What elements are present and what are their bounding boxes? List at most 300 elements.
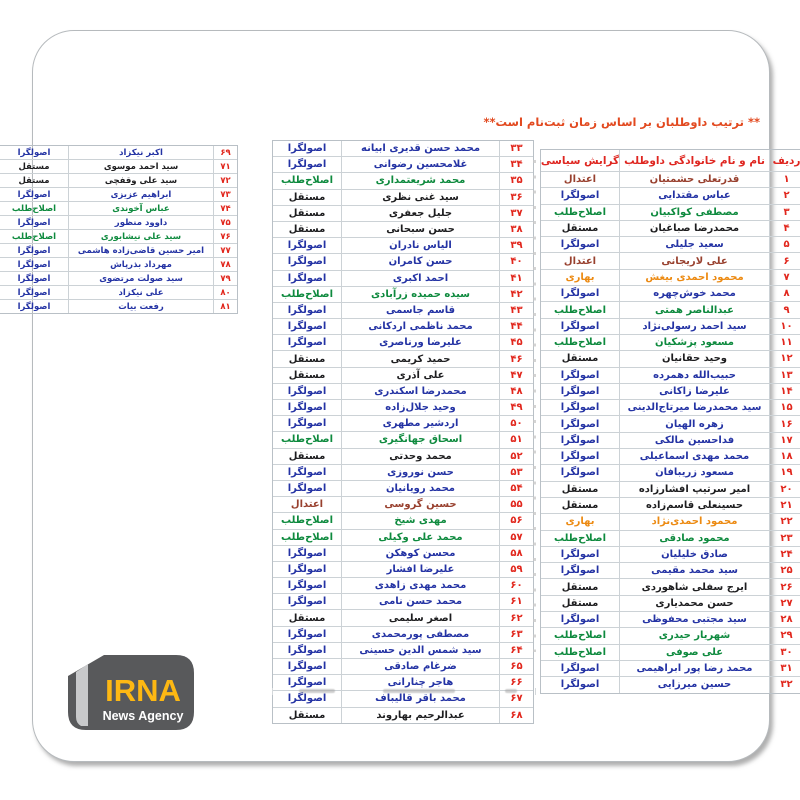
orientation-cell: اصولگرا [560,434,600,446]
candidate-name-cell: سید شمس الدین حسینی [341,643,499,658]
orientation-cell: مستقل [288,612,326,624]
row-number-cell: ۲۲ [769,514,800,529]
candidate-name-cell: ایرج سفلی شاهوردی [619,579,769,594]
candidate-row [541,612,800,628]
candidate-name-cell: سید صولت مرتضوی [68,272,213,285]
row-number-cell: ۱۵ [769,400,800,415]
candidate-row [0,300,237,313]
row-number-cell: ۴۱ [499,271,533,286]
candidate-name-cell: شهریار حیدری [619,628,769,643]
candidate-row [541,531,800,547]
candidate-row [273,271,533,287]
row-number-cell: ۱۷ [769,433,800,448]
row-number-cell: ۴۷ [499,368,533,383]
candidate-row [0,244,237,258]
row-number-cell: ۶ [769,253,800,268]
candidate-name-cell: حسین گروسی [341,497,499,512]
candidate-name-cell: قاسم جاسمی [341,303,499,318]
row-number-cell: ۸۱ [213,300,237,313]
candidate-name-cell: محمد حسن قدیری ابیانه [341,141,499,156]
orientation-cell: اصلاح‌طلب [281,434,333,446]
row-number-cell: ۴۰ [499,254,533,269]
orientation-cell: اصولگرا [287,628,327,640]
irna-logo [66,654,196,732]
candidate-row [273,594,533,610]
candidate-name-cell: علی لاریجانی [619,253,769,268]
orientation-cell: اصولگرا [560,467,600,479]
row-number-cell: ۱۲ [769,351,800,366]
candidate-name-cell: اصغر سلیمی [341,610,499,625]
orientation-cell: اصولگرا [287,693,327,705]
orientation-cell: اصولگرا [560,614,600,626]
row-number-cell: ۳۲ [769,677,800,692]
candidate-name-cell: محمد مهدی اسماعیلی [619,449,769,464]
candidate-name-cell: محمدرضا صباغیان [619,221,769,236]
candidate-row [541,205,800,221]
candidate-row [541,433,800,449]
candidate-name-cell: اکبر نیکزاد [68,146,213,159]
candidate-name-cell: حبیب‌الله دهمرده [619,368,769,383]
row-number-cell: ۷۵ [213,216,237,229]
candidates-table-69-81 [0,145,238,314]
candidate-name-cell: الیاس نادران [341,238,499,253]
row-number-cell: ۲ [769,188,800,203]
candidate-name-cell: قدرتعلی حشمتیان [619,172,769,187]
row-number-cell: ۲۴ [769,547,800,562]
candidate-row [273,708,533,723]
row-number-cell: ۲۱ [769,498,800,513]
candidate-row [0,286,237,300]
candidate-name-cell: محمود صادقی [619,531,769,546]
orientation-cell: اصولگرا [560,679,600,691]
candidate-name-cell: اسحاق جهانگیری [341,432,499,447]
orientation-cell: اصولگرا [560,386,600,397]
orientation-cell: اصولگرا [287,385,327,397]
orientation-cell: اصلاح‌طلب [281,515,333,527]
candidate-name-cell: سید علی نیشابوری [68,230,213,243]
orientation-cell: اصولگرا [287,402,327,414]
orientation-cell: اصولگرا [287,272,327,284]
orientation-cell: اصلاح‌طلب [281,531,333,543]
candidate-name-cell: حسن نوروزی [341,465,499,480]
candidate-row [541,172,800,188]
orientation-cell: اصولگرا [560,320,600,332]
row-number-cell: ۵۰ [499,416,533,431]
orientation-cell: اصلاح‌طلب [11,231,57,242]
candidate-name-cell: حسین میرزایی [619,677,769,692]
candidate-row [0,230,237,244]
row-number-cell: ۷۱ [213,160,237,173]
row-number-cell: ۱۳ [769,368,800,383]
candidate-name-cell: حسن کامران [341,254,499,269]
row-number-cell: ۳۹ [499,238,533,253]
orientation-cell: اصولگرا [560,451,600,463]
candidate-row [0,188,237,202]
row-number-cell: ۶۲ [499,610,533,625]
orientation-cell: اصولگرا [560,548,600,560]
candidate-name-cell: سید غنی نظری [341,190,499,205]
row-number-cell: ۶۰ [499,578,533,593]
row-number-cell: ۶۹ [213,146,237,159]
orientation-cell: بهاری [565,271,595,283]
candidate-row [0,272,237,286]
candidate-row [0,160,237,174]
orientation-cell: مستقل [288,709,326,721]
candidate-name-cell: سعید جلیلی [619,237,769,252]
candidate-row [273,416,533,432]
candidate-name-cell: ضرغام صادقی [341,659,499,674]
candidate-name-cell: محمود احمدی‌نژاد [619,514,769,529]
candidate-name-cell: محمد رضا پور ابراهیمی [619,661,769,676]
orientation-cell: مستقل [288,450,326,462]
candidate-name-cell: محمد خوش‌چهره [619,286,769,301]
candidate-name-cell: جلیل جعفری [341,206,499,221]
orientation-cell: اصولگرا [287,483,327,495]
candidate-name-cell: محمد شریعتمداری [341,173,499,188]
irna-logo-subtitle: News Agency [102,709,184,723]
candidate-name-cell: صادق خلیلیان [619,547,769,562]
candidates-table-1-32 [540,149,800,694]
row-number-cell: ۴۵ [499,335,533,350]
row-number-cell: ۱۶ [769,416,800,431]
orientation-cell: اصولگرا [560,369,600,381]
candidate-name-cell: مصطفی پورمحمدی [341,627,499,642]
candidate-row [541,514,800,530]
row-number-cell: ۱۹ [769,465,800,480]
row-number-cell: ۹ [769,302,800,317]
row-number-cell: ۸۰ [213,286,237,299]
row-number-cell: ۳۷ [499,206,533,221]
candidate-row [541,221,800,237]
candidate-row [541,628,800,644]
orientation-cell: اصلاح‌طلب [554,337,606,349]
candidate-name-cell: هاجر چنارانی [341,675,499,690]
row-number-cell: ۲۰ [769,482,800,497]
candidate-row [541,416,800,432]
row-number-cell: ۵ [769,237,800,252]
row-number-cell: ۵۱ [499,432,533,447]
row-number-cell: ۶۱ [499,594,533,609]
orientation-cell: اعتدال [563,174,597,186]
candidate-name-cell: وحید حقانیان [619,351,769,366]
candidate-row [273,254,533,270]
row-number-cell: ۳۳ [499,141,533,156]
row-number-cell: ۷۳ [213,188,237,201]
candidate-row [273,384,533,400]
candidate-name-cell: محمد باقر قالیباف [341,691,499,706]
orientation-cell: مستقل [561,581,599,593]
candidate-row [273,141,533,157]
row-number-cell: ۶۸ [499,708,533,723]
candidate-name-cell: مهرداد بذرپاش [68,258,213,271]
candidate-name-cell: علی آذری [341,368,499,383]
orientation-cell: اصولگرا [560,190,600,202]
candidate-name-cell: مسعود پزشکیان [619,335,769,350]
orientation-cell: اصولگرا [560,663,600,675]
candidate-row [541,188,800,204]
orientation-cell: اصلاح‌طلب [554,646,606,658]
candidate-row [273,481,533,497]
candidate-row [273,449,533,465]
row-number-cell: ۸ [769,286,800,301]
orientation-cell: اصلاح‌طلب [554,630,606,642]
orientation-cell: اصولگرا [560,402,600,414]
candidate-row [0,174,237,188]
row-number-cell: ۳۱ [769,661,800,676]
candidate-row [273,432,533,448]
candidate-name-cell: فداحسین مالکی [619,433,769,448]
orientation-cell: اصلاح‌طلب [281,175,333,187]
candidate-name-cell: سید مجتبی محفوظی [619,612,769,627]
row-number-cell: ۳ [769,205,800,220]
row-number-cell: ۲۷ [769,596,800,611]
row-number-cell: ۳۴ [499,157,533,172]
cropped-row-artifact [272,688,536,695]
candidate-name-cell: محسن کوهکن [341,546,499,561]
orientation-cell: اصولگرا [287,418,327,430]
row-number-cell: ۲۵ [769,563,800,578]
row-number-cell: ۷۶ [213,230,237,243]
orientation-cell: اصولگرا [287,159,327,171]
row-number-cell: ۲۹ [769,628,800,643]
row-number-cell: ۴۶ [499,351,533,366]
orientation-cell: اصلاح‌طلب [554,304,606,316]
candidate-name-cell: ابراهیم عزیزی [68,188,213,201]
orientation-cell: اصولگرا [287,240,327,252]
candidate-row [541,319,800,335]
orientation-cell: اصولگرا [287,563,327,575]
candidate-name-cell: محمد علی وکیلی [341,530,499,545]
candidate-name-cell: امیر سرتیپ افشارزاده [619,482,769,497]
candidate-row [541,661,800,677]
candidate-row [541,482,800,498]
candidate-row [541,449,800,465]
candidate-row [273,157,533,173]
candidate-row [541,351,800,367]
row-number-cell: ۷۴ [213,202,237,215]
row-number-cell: ۳۶ [499,190,533,205]
candidate-row [273,303,533,319]
candidate-name-cell: حسن سبحانی [341,222,499,237]
orientation-cell: اصلاح‌طلب [554,206,606,218]
row-number-cell: ۶۳ [499,627,533,642]
candidate-name-cell: محمد رویانیان [341,481,499,496]
candidate-name-cell: علی صوفی [619,645,769,660]
candidate-row [273,368,533,384]
orientation-cell: اصولگرا [287,256,327,268]
orientation-cell: اصولگرا [287,661,327,673]
candidate-row [0,258,237,272]
row-number-cell: ۵۷ [499,530,533,545]
orientation-cell: اصولگرا [17,301,51,312]
orientation-cell: اصولگرا [287,644,327,656]
candidate-row [541,335,800,351]
candidate-name-cell: اردشیر مطهری [341,416,499,431]
row-number-cell: ۱ [769,172,800,187]
candidate-name-cell: عباس آخوندی [68,202,213,215]
row-number-cell: ۱۰ [769,319,800,334]
candidate-name-cell: عبدالناصر همتی [619,302,769,317]
orientation-cell: اصولگرا [287,321,327,333]
candidate-row [273,465,533,481]
candidate-row [541,237,800,253]
candidates-table-33-68 [272,140,534,724]
candidate-name-cell: سید علی وقفچی [68,174,213,187]
orientation-cell: اعتدال [563,255,597,267]
candidate-row [541,384,800,400]
candidate-name-cell: حسن محمدیاری [619,596,769,611]
orientation-cell: مستقل [561,500,599,512]
candidate-row [273,287,533,303]
candidate-row [273,643,533,659]
row-number-cell: ۵۳ [499,465,533,480]
orientation-cell: مستقل [288,224,326,236]
candidate-name-cell: مسعود زریبافان [619,465,769,480]
candidate-row [273,173,533,189]
orientation-cell: اصولگرا [560,418,600,430]
candidate-row [273,335,533,351]
row-number-cell: ۷۲ [213,174,237,187]
candidate-row [541,465,800,481]
candidate-name-cell: محمدرضا اسکندری [341,384,499,399]
row-number-cell: ۲۳ [769,531,800,546]
candidate-row [541,253,800,269]
candidate-name-cell: وحید جلال‌زاده [341,400,499,415]
orientation-cell: اصولگرا [17,189,51,200]
row-number-cell: ۷۹ [213,272,237,285]
candidate-row [541,547,800,563]
row-number-cell: ۴۹ [499,400,533,415]
orientation-cell: اصلاح‌طلب [281,288,333,300]
orientation-cell: اصولگرا [287,547,327,559]
orientation-cell: اصولگرا [17,273,51,284]
candidate-name-cell: سیده حمیده زرآبادی [341,287,499,302]
row-number-cell: ۳۰ [769,645,800,660]
row-number-cell: ۶۷ [499,691,533,706]
row-number-cell: ۴۸ [499,384,533,399]
candidate-row [541,286,800,302]
col-header-row-number: ردیف [769,150,800,171]
candidate-row [273,238,533,254]
candidate-row [273,400,533,416]
orientation-cell: اصولگرا [287,143,327,155]
irna-logo-graphic [66,654,196,732]
row-number-cell: ۴۳ [499,303,533,318]
candidate-row [273,546,533,562]
row-number-cell: ۱۴ [769,384,800,399]
candidate-row [273,190,533,206]
candidate-name-cell: مصطفی کواکبیان [619,205,769,220]
col-header-orientation: گرایش سیاسی [541,154,619,167]
orientation-cell: اصولگرا [287,304,327,316]
orientation-cell: اصولگرا [17,217,51,228]
candidate-name-cell: غلامحسین رضوانی [341,157,499,172]
row-number-cell: ۳۸ [499,222,533,237]
cropped-column-artifact [533,160,536,652]
orientation-cell: اصلاح‌طلب [554,532,606,544]
candidate-name-cell: علیرضا افشار [341,562,499,577]
row-number-cell: ۶۶ [499,675,533,690]
row-number-cell: ۷ [769,270,800,285]
candidate-row [0,216,237,230]
row-number-cell: ۴۲ [499,287,533,302]
row-number-cell: ۱۱ [769,335,800,350]
candidate-row [541,302,800,318]
candidate-row [273,222,533,238]
orientation-cell: مستقل [18,161,50,172]
orientation-cell: اصولگرا [560,288,600,300]
candidate-name-cell: محمد حسن نامی [341,594,499,609]
orientation-cell: اصولگرا [17,245,51,256]
orientation-cell: مستقل [561,223,599,235]
row-number-cell: ۷۸ [213,258,237,271]
row-number-cell: ۴ [769,221,800,236]
candidate-row [541,498,800,514]
row-number-cell: ۲۸ [769,612,800,627]
candidate-name-cell: رفعت بیات [68,300,213,313]
candidate-row [273,578,533,594]
candidate-row [541,579,800,595]
orientation-cell: اصولگرا [17,259,51,270]
candidate-name-cell: علیرضا زاکانی [619,384,769,399]
orientation-cell: مستقل [561,353,599,365]
row-number-cell: ۵۹ [499,562,533,577]
candidate-name-cell: سید احمد رسولی‌نژاد [619,319,769,334]
candidate-name-cell: امیر حسین قاضی‌زاده هاشمی [68,244,213,257]
candidate-name-cell: محمد وحدتی [341,449,499,464]
candidate-name-cell: عبدالرحیم بهاروند [341,708,499,723]
row-number-cell: ۱۸ [769,449,800,464]
candidate-row [273,319,533,335]
row-number-cell: ۵۴ [499,481,533,496]
orientation-cell: اصولگرا [560,239,600,251]
candidate-name-cell: مهدی شیخ [341,513,499,528]
orientation-cell: اصولگرا [17,147,51,158]
candidate-row [541,270,800,286]
candidate-row [0,146,237,160]
orientation-cell: اصولگرا [287,677,327,689]
orientation-cell: اصلاح‌طلب [11,203,57,214]
candidate-name-cell: داوود منظور [68,216,213,229]
orientation-cell: مستقل [288,353,326,365]
sorting-note: ** ترتیب داوطلبان بر اساس زمان ثبت‌نام است** [483,115,760,129]
row-number-cell: ۵۵ [499,497,533,512]
orientation-cell: اعتدال [290,499,324,511]
orientation-cell: بهاری [565,516,595,528]
candidate-row [273,513,533,529]
candidate-name-cell: علیرضا ورناصری [341,335,499,350]
candidate-row [541,563,800,579]
candidate-row [273,659,533,675]
orientation-cell: مستقل [288,207,326,219]
candidate-row [273,530,533,546]
candidate-row [273,497,533,513]
candidate-name-cell: سید محمدرضا میرتاج‌الدینی [619,400,769,415]
candidate-row [541,596,800,612]
row-number-cell: ۶۴ [499,643,533,658]
orientation-cell: اصولگرا [287,337,327,349]
orientation-cell: مستقل [288,191,326,203]
candidate-name-cell: سید احمد موسوی [68,160,213,173]
candidate-name-cell: عباس مقتدایی [619,188,769,203]
row-number-cell: ۳۵ [499,173,533,188]
candidate-row [273,627,533,643]
orientation-cell: اصولگرا [287,596,327,608]
candidate-name-cell: زهره الهیان [619,416,769,431]
orientation-cell: اصولگرا [17,287,51,298]
candidate-row [541,677,800,692]
candidate-name-cell: محمد مهدی زاهدی [341,578,499,593]
